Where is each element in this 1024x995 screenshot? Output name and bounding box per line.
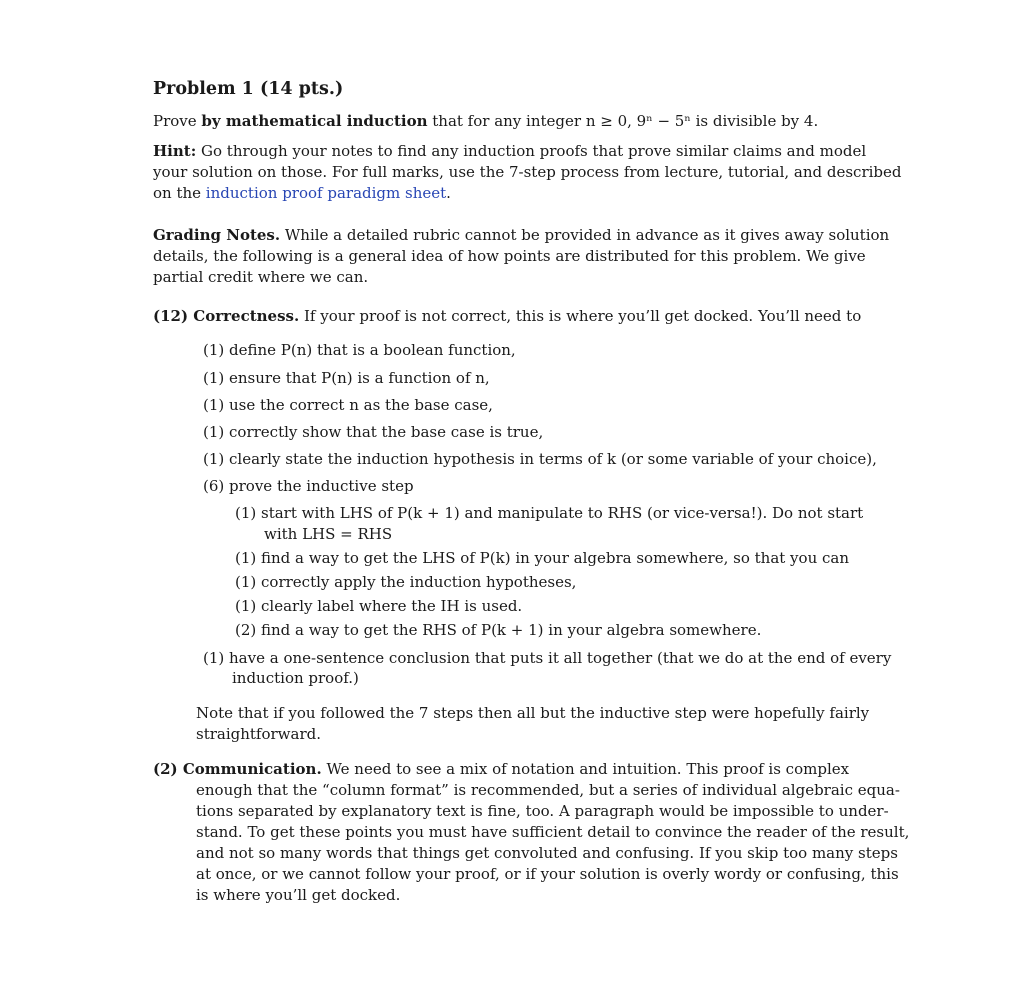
correctness-heading — [153, 306, 861, 327]
grading-line-1: While a detailed rubric cannot be provided in advance as it gives away solution — [280, 226, 890, 244]
hint-line-3-post: . — [446, 184, 451, 202]
hint-paragraph — [153, 141, 902, 204]
rubric-item: (1) define P(n) that is a boolean function, — [203, 341, 516, 359]
hint-line-1: Go through your notes to find any induction proofs that prove similar claims and model — [196, 142, 867, 160]
communication-line: enough that the “column format” is recommended, but a series of individual algebraic equa- — [196, 781, 900, 799]
grading-line-2: details, the following is a general idea of how points are distributed for this problem. We give — [153, 247, 866, 265]
rubric-item-continuation: induction proof.) — [232, 669, 359, 687]
prove-bold: by mathematical induction — [201, 112, 428, 130]
rubric-subitem: (1) find a way to get the LHS of P(k) in your algebra somewhere, so that you can — [235, 549, 849, 567]
note-line-1: Note that if you followed the 7 steps then all but the inductive step were hopefully fairly — [196, 704, 870, 722]
rubric-subitem-continuation: with LHS = RHS — [264, 525, 393, 543]
grading-label: Grading Notes. — [153, 226, 281, 244]
note-line-2: straightforward. — [196, 725, 322, 743]
communication-line: is where you’ll get docked. — [196, 886, 401, 904]
prove-pre: Prove — [153, 112, 202, 130]
rubric-item: (1) use the correct n as the base case, — [203, 396, 493, 414]
rubric-subitem: (1) clearly label where the IH is used. — [235, 597, 523, 615]
rubric-subitem: (1) start with LHS of P(k + 1) and manipulate to RHS (or vice-versa!). Do not start — [235, 504, 864, 522]
grading-notes-paragraph — [153, 225, 890, 288]
correctness-text: If your proof is not correct, this is where you’ll get docked. You’ll need to — [299, 307, 862, 325]
rubric-item: (1) have a one-sentence conclusion that puts it all together (that we do at the end of every — [203, 649, 892, 667]
hint-line-2: your solution on those. For full marks, use the 7-step process from lecture, tutorial, and described — [153, 163, 902, 181]
rubric-subitem: (2) find a way to get the RHS of P(k + 1) in your algebra somewhere. — [235, 621, 762, 639]
communication-heading — [153, 759, 849, 780]
communication-line-1: We need to see a mix of notation and intuition. This proof is complex — [321, 760, 850, 778]
prove-post: that for any integer n ≥ 0, 9ⁿ − 5ⁿ is divisible by 4. — [427, 112, 819, 130]
rubric-subitem: (1) correctly apply the induction hypotheses, — [235, 573, 577, 591]
communication-line: stand. To get these points you must have sufficient detail to convince the reader of the result, — [196, 823, 910, 841]
hint-label: Hint: — [153, 142, 197, 160]
prove-statement — [153, 111, 818, 132]
rubric-item: (6) prove the inductive step — [203, 477, 414, 495]
communication-line: and not so many words that things get convoluted and confusing. If you skip too many steps — [196, 844, 898, 862]
correctness-label: (12) Correctness. — [153, 307, 300, 325]
rubric-item: (1) correctly show that the base case is true, — [203, 423, 544, 441]
paradigm-sheet-link[interactable]: induction proof paradigm sheet — [205, 184, 447, 202]
communication-line: at once, or we cannot follow your proof, or if your solution is overly wordy or confusing, this — [196, 865, 899, 883]
hint-line-3-pre: on the — [153, 184, 206, 202]
grading-line-3: partial credit where we can. — [153, 268, 369, 286]
rubric-item: (1) ensure that P(n) is a function of n, — [203, 369, 490, 387]
communication-line: tions separated by explanatory text is fine, too. A paragraph would be impossible to under- — [196, 802, 889, 820]
rubric-item: (1) clearly state the induction hypothesis in terms of k (or some variable of your choice), — [203, 450, 877, 468]
communication-label: (2) Communication. — [153, 760, 322, 778]
problem-title: Problem 1 (14 pts.) — [153, 79, 344, 99]
